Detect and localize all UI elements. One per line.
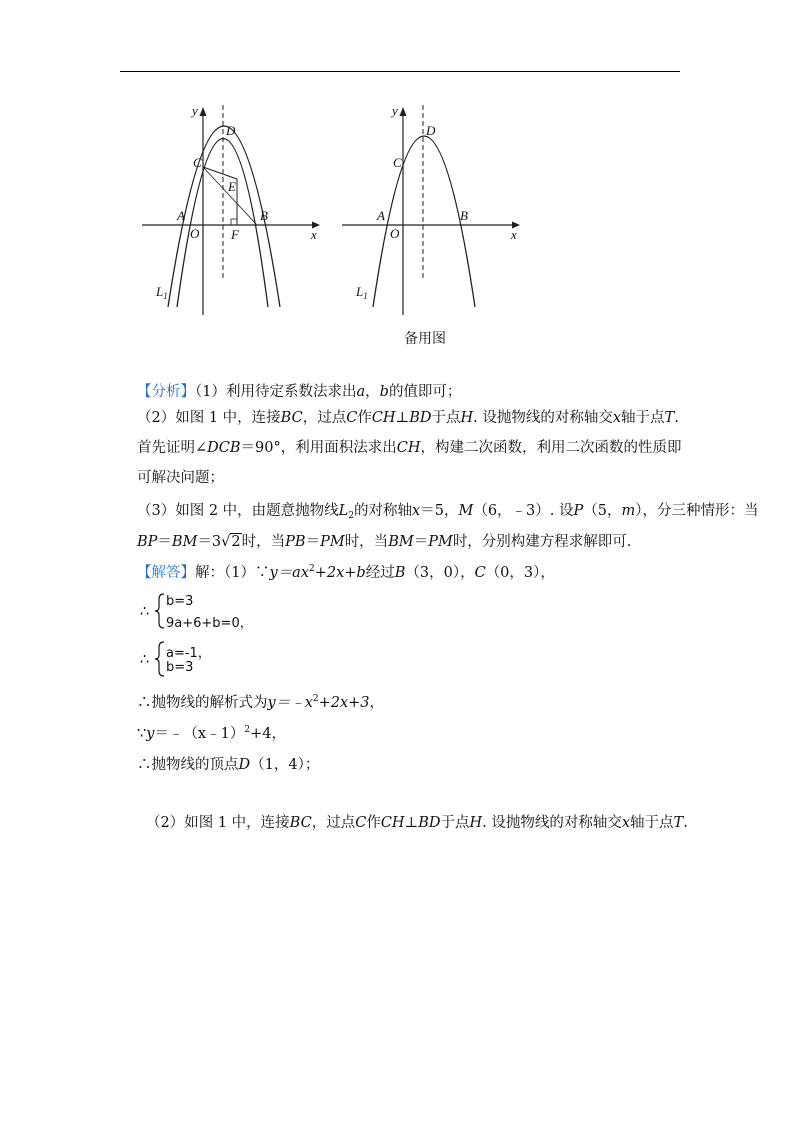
- label-f: F: [231, 227, 239, 242]
- analysis-line-2: （2）如图 1 中，连接BC，过点C作CH⊥BD于点H. 设抛物线的对称轴交x轴于点T. 首先证明∠DCB＝90°，利用面积法求出CH，构建二次函数，利用二次函数的性质即可解决问题；: [137, 410, 682, 486]
- label-d: D: [226, 123, 236, 138]
- label-l1: $L_1$: [156, 284, 168, 301]
- label-d: D: [426, 123, 436, 138]
- analysis-line-3: （3）如图 2 中，由题意抛物线$L_2$的对称轴x＝5，M（6，﹣3）. 设P（5，m），分三种情形：当: [137, 503, 759, 521]
- solution-line-7: （2）如图 1 中，连接BC，过点C作CH⊥BD于点H. 设抛物线的对称轴交x轴于点T.: [146, 815, 688, 831]
- label-y: y: [192, 103, 198, 118]
- equation-system-1: ∴ b=3 9a+6+b=0，: [140, 594, 253, 631]
- label-c: C: [393, 155, 402, 170]
- label-o: O: [190, 226, 200, 241]
- analysis-line-4: BP＝BM＝3√2时，当PB＝PM时，当BM＝PM时，分别构建方程求解即可.: [137, 534, 632, 550]
- label-a: A: [177, 208, 185, 223]
- sqrt-symbol: √2: [221, 534, 241, 550]
- label-x: x: [511, 227, 517, 242]
- analysis-line-1: 【分析】（1）利用待定系数法求出a，b的值即可；: [137, 384, 462, 400]
- solution-line-5: ∵y＝﹣（x﹣1）$^2$+4，: [137, 725, 286, 742]
- equation-system-2: ∴ a=-1， b=3: [140, 640, 270, 678]
- label-b: B: [460, 208, 468, 223]
- label-l1: $L_1$: [356, 284, 368, 301]
- figure-2: [340, 95, 530, 320]
- figure-1: [140, 95, 330, 320]
- y-axis-arrow-icon: [400, 107, 407, 116]
- label-a: A: [377, 208, 385, 223]
- figure-caption: 备用图: [404, 331, 446, 347]
- label-c: C: [193, 155, 202, 170]
- analysis-tag: 【分析】: [137, 384, 195, 400]
- label-x: x: [311, 227, 317, 242]
- header-rule: [120, 71, 680, 72]
- segment-cb: [203, 167, 257, 225]
- label-e: E: [228, 179, 236, 194]
- label-o: O: [390, 226, 400, 241]
- solution-line-4: ∴抛物线的解析式为$y=﹣x^2+2x+3$，: [137, 694, 385, 711]
- label-b: B: [260, 208, 268, 223]
- right-angle-mark: [231, 219, 237, 225]
- solution-tag: 【解答】: [137, 565, 195, 581]
- solution-line-1: 【解答】解：$(1)\because y=ax^2+2x+b$经过B（3，0），C（0，3），: [137, 564, 555, 581]
- y-axis-arrow-icon: [200, 107, 207, 116]
- label-y: y: [392, 103, 398, 118]
- solution-line-6: ∴抛物线的顶点D（1，4）；: [137, 757, 320, 773]
